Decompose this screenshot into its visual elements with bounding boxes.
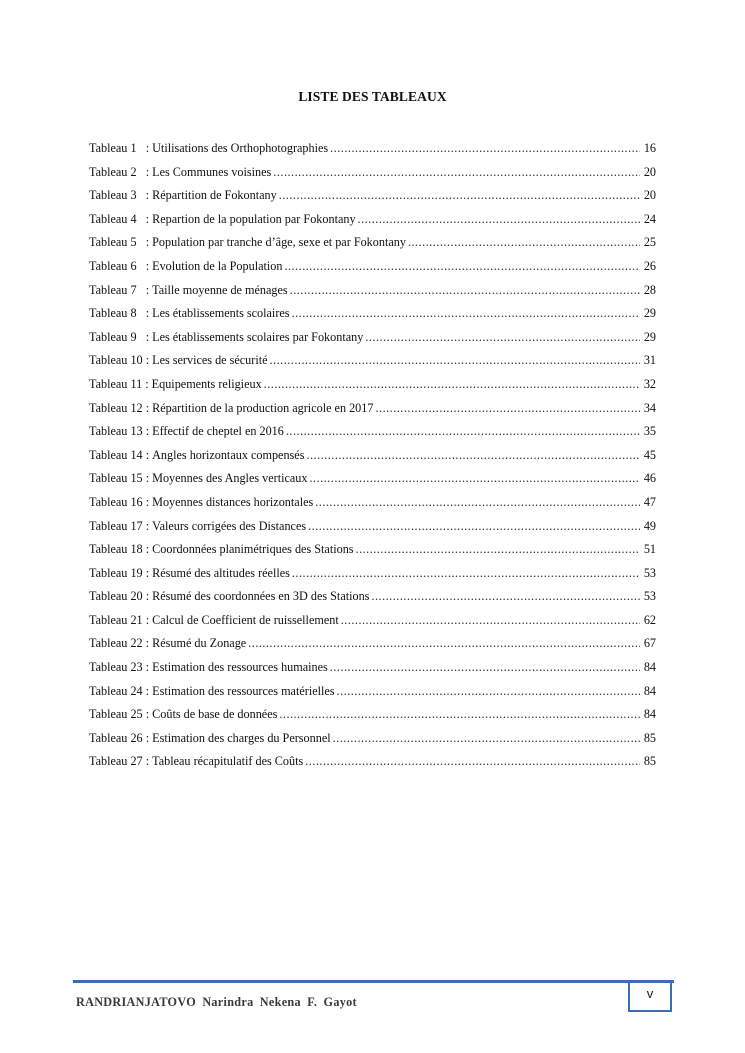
- toc-dot-leader: [309, 471, 640, 486]
- toc-dot-leader: [371, 589, 640, 604]
- toc-entry[interactable]: [89, 353, 656, 377]
- toc-entry-title: Les services de sécurité: [152, 353, 268, 368]
- toc-entry-label: Tableau 6: [89, 258, 137, 273]
- toc-entry[interactable]: [89, 330, 656, 354]
- toc-entry-separator: :: [142, 589, 153, 604]
- toc-entry[interactable]: [89, 495, 656, 519]
- toc-entry-title: Tableau récapitulatif des Coûts: [152, 754, 304, 769]
- toc-entry-title: Moyennes des Angles verticaux: [152, 471, 308, 486]
- toc-entry-title: Les établissements scolaires par Fokontany: [152, 329, 364, 344]
- toc-dot-leader: [264, 377, 640, 392]
- toc-entry-title: Résumé du Zonage: [152, 636, 247, 651]
- toc-entry-title: Evolution de la Population: [152, 258, 283, 273]
- toc-entry[interactable]: [89, 235, 656, 259]
- toc-entry[interactable]: [89, 589, 656, 613]
- toc-entry-label: Tableau 4: [89, 211, 137, 226]
- toc-entry-label: Tableau 1: [89, 141, 137, 155]
- toc-entry-separator: :: [142, 447, 153, 462]
- toc-entry-page: 25: [643, 235, 656, 250]
- toc-entry[interactable]: [89, 212, 656, 236]
- toc-dot-leader: [356, 542, 640, 557]
- toc-entry-label: Tableau 12: [89, 400, 143, 415]
- toc-entry-separator: :: [136, 211, 153, 226]
- toc-entry-page: 29: [643, 306, 656, 321]
- toc-entry-page: 35: [643, 424, 656, 439]
- toc-entry-page: 47: [643, 494, 656, 509]
- toc-entry-separator: :: [142, 660, 153, 675]
- toc-dot-leader: [333, 731, 640, 746]
- toc-entry-separator: :: [136, 258, 153, 273]
- toc-entry-label: Tableau 7: [89, 282, 137, 297]
- toc-dot-leader: [408, 235, 640, 250]
- footer-divider: [73, 980, 674, 983]
- toc-entry-title: Repartion de la population par Fokontany: [152, 211, 356, 226]
- toc-entry-title: Estimation des ressources humaines: [152, 660, 328, 675]
- toc-entry-title: Moyennes distances horizontales: [152, 494, 314, 509]
- toc-entry-page: 62: [643, 612, 656, 627]
- toc-entry-title: Equipements religieux: [151, 376, 262, 391]
- toc-entry-page: 49: [643, 518, 656, 533]
- toc-dot-leader: [279, 188, 640, 203]
- toc-entry[interactable]: [89, 684, 656, 708]
- toc-entry-label: Tableau 16: [89, 494, 143, 509]
- toc-dot-leader: [330, 141, 640, 156]
- toc-entry-title: Estimation des ressources matérielles: [152, 683, 335, 698]
- toc-entry-title: Valeurs corrigées des Distances: [152, 518, 307, 533]
- toc-entry-page: 45: [643, 447, 656, 462]
- toc-entry-label: Tableau 22: [89, 636, 143, 651]
- page-number: v: [628, 982, 672, 1012]
- toc-entry[interactable]: [89, 519, 656, 543]
- toc-entry-separator: :: [142, 565, 153, 580]
- toc-entry-page: 67: [643, 636, 656, 651]
- toc-entry-label: Tableau 21: [89, 612, 143, 627]
- toc-entry[interactable]: [89, 165, 656, 189]
- toc-entry[interactable]: [89, 448, 656, 472]
- toc-entry[interactable]: [89, 660, 656, 684]
- toc-entry-title: Calcul de Coefficient de ruissellement: [152, 612, 339, 627]
- toc-entry-label: Tableau 10: [89, 353, 143, 368]
- toc-entry-page: 16: [643, 141, 656, 155]
- toc-entry[interactable]: [89, 613, 656, 637]
- toc-entry-label: Tableau 14: [89, 447, 143, 462]
- toc-entry-page: 84: [643, 707, 656, 722]
- toc-entry-title: Utilisations des Orthophotographies: [152, 141, 329, 155]
- toc-entry-title: Résumé des altitudes réelles: [152, 565, 290, 580]
- toc-entry[interactable]: [89, 141, 656, 165]
- toc-entry-separator: :: [136, 188, 153, 203]
- toc-dot-leader: [248, 636, 640, 651]
- toc-dot-leader: [337, 684, 640, 699]
- toc-entry-separator: :: [142, 730, 153, 745]
- toc-dot-leader: [292, 306, 640, 321]
- toc-entry-label: Tableau 15: [89, 471, 143, 486]
- toc-dot-leader: [305, 754, 640, 769]
- toc-entry-separator: :: [142, 754, 153, 769]
- toc-entry-page: 20: [643, 164, 656, 179]
- toc-dot-leader: [365, 330, 640, 345]
- toc-entry[interactable]: [89, 188, 656, 212]
- toc-entry-separator: :: [142, 518, 153, 533]
- toc-entry-title: Coordonnées planimétriques des Stations: [152, 542, 354, 557]
- toc-dot-leader: [306, 448, 640, 463]
- toc-entry-separator: :: [142, 494, 153, 509]
- toc-entry[interactable]: [89, 731, 656, 755]
- toc-entry-label: Tableau 13: [89, 424, 143, 439]
- page-title: LISTE DES TABLEAUX: [298, 89, 447, 104]
- toc-entry-title: Résumé des coordonnées en 3D des Stations: [152, 589, 370, 604]
- toc-entry-label: Tableau 24: [89, 683, 143, 698]
- toc-entry-separator: :: [136, 329, 153, 344]
- toc-dot-leader: [290, 283, 640, 298]
- toc-entry-label: Tableau 25: [89, 707, 143, 722]
- toc-entry-separator: :: [142, 471, 153, 486]
- toc-entry-label: Tableau 11: [89, 376, 143, 391]
- list-of-tables: [89, 141, 656, 778]
- toc-entry[interactable]: [89, 542, 656, 566]
- toc-entry-label: Tableau 8: [89, 306, 137, 321]
- toc-dot-leader: [375, 401, 640, 416]
- toc-entry[interactable]: [89, 754, 656, 778]
- toc-entry-separator: :: [142, 353, 153, 368]
- toc-dot-leader: [330, 660, 640, 675]
- toc-entry-separator: :: [142, 542, 153, 557]
- toc-entry-separator: :: [142, 612, 153, 627]
- toc-entry-page: 31: [643, 353, 656, 368]
- toc-entry-title: Taille moyenne de ménages: [152, 282, 288, 297]
- toc-entry-page: 85: [643, 754, 656, 769]
- toc-entry[interactable]: [89, 471, 656, 495]
- toc-entry-label: Tableau 17: [89, 518, 143, 533]
- toc-entry-page: 84: [643, 660, 656, 675]
- toc-entry[interactable]: [89, 566, 656, 590]
- toc-entry-label: Tableau 27: [89, 754, 143, 769]
- toc-entry-label: Tableau 20: [89, 589, 143, 604]
- footer-author: RANDRIANJATOVO Narindra Nekena F. Gayot: [76, 995, 357, 1009]
- toc-entry[interactable]: [89, 707, 656, 731]
- toc-entry[interactable]: [89, 283, 656, 307]
- toc-entry-page: 53: [643, 589, 656, 604]
- toc-entry-page: 29: [643, 329, 656, 344]
- toc-dot-leader: [292, 566, 640, 581]
- toc-entry[interactable]: [89, 424, 656, 448]
- toc-entry-label: Tableau 3: [89, 188, 137, 203]
- toc-entry-page: 84: [643, 683, 656, 698]
- toc-entry-label: Tableau 23: [89, 660, 143, 675]
- toc-entry-title: Population par tranche d’âge, sexe et par Fokontany: [152, 235, 406, 250]
- toc-dot-leader: [270, 353, 640, 368]
- toc-entry-page: 28: [643, 282, 656, 297]
- toc-entry-page: 24: [643, 211, 656, 226]
- toc-entry-title: Répartition de la production agricole en 2017: [152, 400, 374, 415]
- toc-entry-separator: :: [142, 376, 152, 391]
- toc-dot-leader: [279, 707, 640, 722]
- toc-entry-page: 53: [643, 565, 656, 580]
- toc-entry-label: Tableau 19: [89, 565, 143, 580]
- toc-dot-leader: [273, 165, 640, 180]
- toc-entry-page: 32: [643, 376, 656, 391]
- toc-entry-page: 26: [643, 258, 656, 273]
- toc-dot-leader: [284, 259, 640, 274]
- toc-entry-label: Tableau 5: [89, 235, 137, 250]
- toc-entry[interactable]: [89, 636, 656, 660]
- toc-entry-title: Effectif de cheptel en 2016: [152, 424, 284, 439]
- toc-entry-title: Coûts de base de données: [152, 707, 278, 722]
- toc-entry-page: 85: [643, 730, 656, 745]
- toc-entry-page: 20: [643, 188, 656, 203]
- toc-entry[interactable]: [89, 306, 656, 330]
- toc-entry-label: Tableau 9: [89, 329, 137, 344]
- toc-dot-leader: [315, 495, 640, 510]
- toc-entry-separator: :: [142, 400, 153, 415]
- toc-entry-separator: :: [142, 683, 153, 698]
- toc-dot-leader: [286, 424, 640, 439]
- toc-entry-title: Les Communes voisines: [152, 164, 272, 179]
- toc-dot-leader: [358, 212, 640, 227]
- toc-entry-separator: :: [136, 235, 153, 250]
- toc-entry[interactable]: [89, 377, 656, 401]
- toc-entry-page: 46: [643, 471, 656, 486]
- toc-entry-page: 34: [643, 400, 656, 415]
- toc-entry-label: Tableau 26: [89, 730, 143, 745]
- toc-entry-title: Estimation des charges du Personnel: [152, 730, 331, 745]
- toc-entry-title: Répartition de Fokontany: [152, 188, 277, 203]
- toc-entry-separator: :: [142, 424, 153, 439]
- toc-entry-separator: :: [142, 636, 153, 651]
- toc-entry-separator: :: [136, 306, 153, 321]
- toc-entry-page: 51: [643, 542, 656, 557]
- toc-entry-separator: :: [142, 707, 153, 722]
- toc-entry-label: Tableau 18: [89, 542, 143, 557]
- toc-dot-leader: [308, 519, 640, 534]
- toc-entry-title: Angles horizontaux compensés: [152, 447, 305, 462]
- toc-entry[interactable]: [89, 259, 656, 283]
- toc-entry-title: Les établissements scolaires: [152, 306, 290, 321]
- toc-entry[interactable]: [89, 401, 656, 425]
- toc-dot-leader: [341, 613, 640, 628]
- toc-entry-separator: :: [136, 164, 153, 179]
- toc-entry-label: Tableau 2: [89, 164, 137, 179]
- toc-entry-separator: :: [136, 282, 153, 297]
- toc-entry-separator: :: [136, 141, 153, 155]
